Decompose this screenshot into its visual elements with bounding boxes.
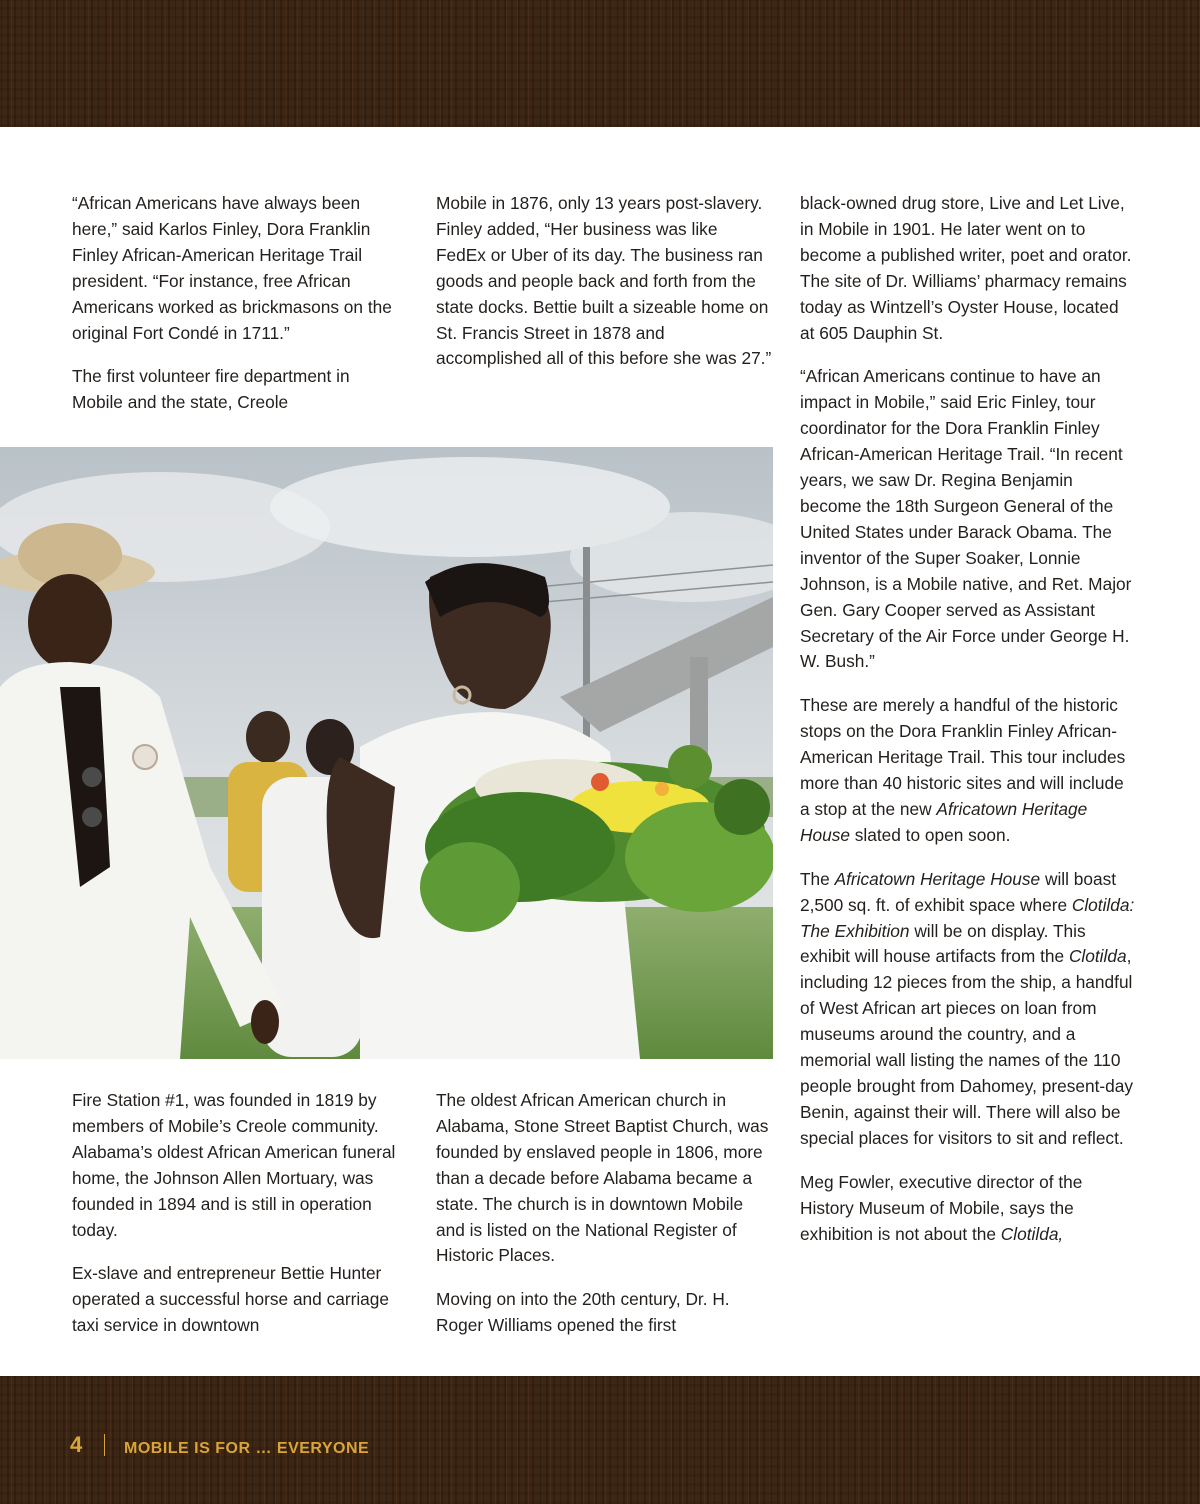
paragraph: These are merely a handful of the historic stops on the Dora Franklin Finley African-American Heritage Trail. This tour includes more than 40 historic sites and will include a stop at the new Africatown Heritage House slated to open soon. — [800, 695, 1126, 845]
column-2-top — [436, 191, 772, 372]
paragraph: Meg Fowler, executive director of the History Museum of Mobile, says the exhibition is not about the Clotilda, — [800, 1171, 1083, 1244]
footer-divider — [104, 1434, 105, 1456]
publication-title: MOBILE IS FOR … EVERYONE — [124, 1440, 370, 1457]
paragraph: Ex-slave and entrepreneur Bettie Hunter operated a successful horse and carriage taxi service in downtown — [72, 1263, 390, 1336]
header-texture-band — [0, 0, 1200, 127]
paragraph: The first volunteer fire department in Mobile and the state, Creole — [72, 366, 350, 413]
paragraph: black-owned drug store, Live and Let Live, in Mobile in 1901. He later went on to become a published writer, poet and orator. The site of Dr. Williams’ pharmacy remains today as Wintzell’s Oyster House, located at 605 Dauphin St. — [800, 193, 1132, 343]
paragraph: “African Americans continue to have an impact in Mobile,” said Eric Finley, tour coordinator for the Dora Franklin Finley African-American Heritage Trail. “In recent years, we saw Dr. Regina Benjamin become the 18th Surgeon General of the United States under Barack Obama. The inventor of the Super Soaker, Lonnie Johnson, is a Mobile native, and Ret. Major Gen. Gary Cooper served as Assistant Secretary of the Air Force under George H. W. Bush.” — [800, 366, 1132, 672]
paragraph: The oldest African American church in Alabama, Stone Street Baptist Church, was founded by enslaved people in 1806, more than a decade before Alabama became a state. The church is in downtown Mobile and is listed on the National Register of Historic Places. — [436, 1090, 769, 1266]
paragraph: The Africatown Heritage House will boast 2,500 sq. ft. of exhibit space where Clotilda: The Exhibition will be on display. This exhibit will house artifacts from the Clotilda, including 12 pieces from the ship, a handful of West African art pieces on loan from museums around the country, and a memorial wall listing the names of the 110 people brought from Dahomey, present-day Benin, against their will. There will also be special places for visitors to sit and reflect. — [800, 868, 1135, 1148]
column-3 — [800, 191, 1136, 1247]
paragraph: Mobile in 1876, only 13 years post-slavery. Finley added, “Her business was like FedEx or Uber of its day. The business ran goods and people back and forth from the state docks. Bettie built a sizeable home on St. Francis Street in 1878 and accomplished all of this before she was 27.” — [436, 193, 772, 369]
column-1-top — [72, 191, 402, 416]
paragraph: Fire Station #1, was founded in 1819 by members of Mobile’s Creole community. Alabama’s oldest African American funeral home, the Johnson Allen Mortuary, was founded in 1894 and is still in operation today. — [72, 1090, 396, 1240]
column-2-bottom — [436, 1088, 772, 1339]
page-number: 4 — [70, 1432, 83, 1457]
memorial-procession-photo — [0, 447, 773, 1059]
paragraph: Moving on into the 20th century, Dr. H. Roger Williams opened the first — [436, 1289, 730, 1336]
paragraph: “African Americans have always been here,” said Karlos Finley, Dora Franklin Finley African-American Heritage Trail president. “For instance, free African Americans worked as brickmasons on the original Fort Condé in 1711.” — [72, 193, 392, 343]
column-1-bottom — [72, 1088, 402, 1339]
